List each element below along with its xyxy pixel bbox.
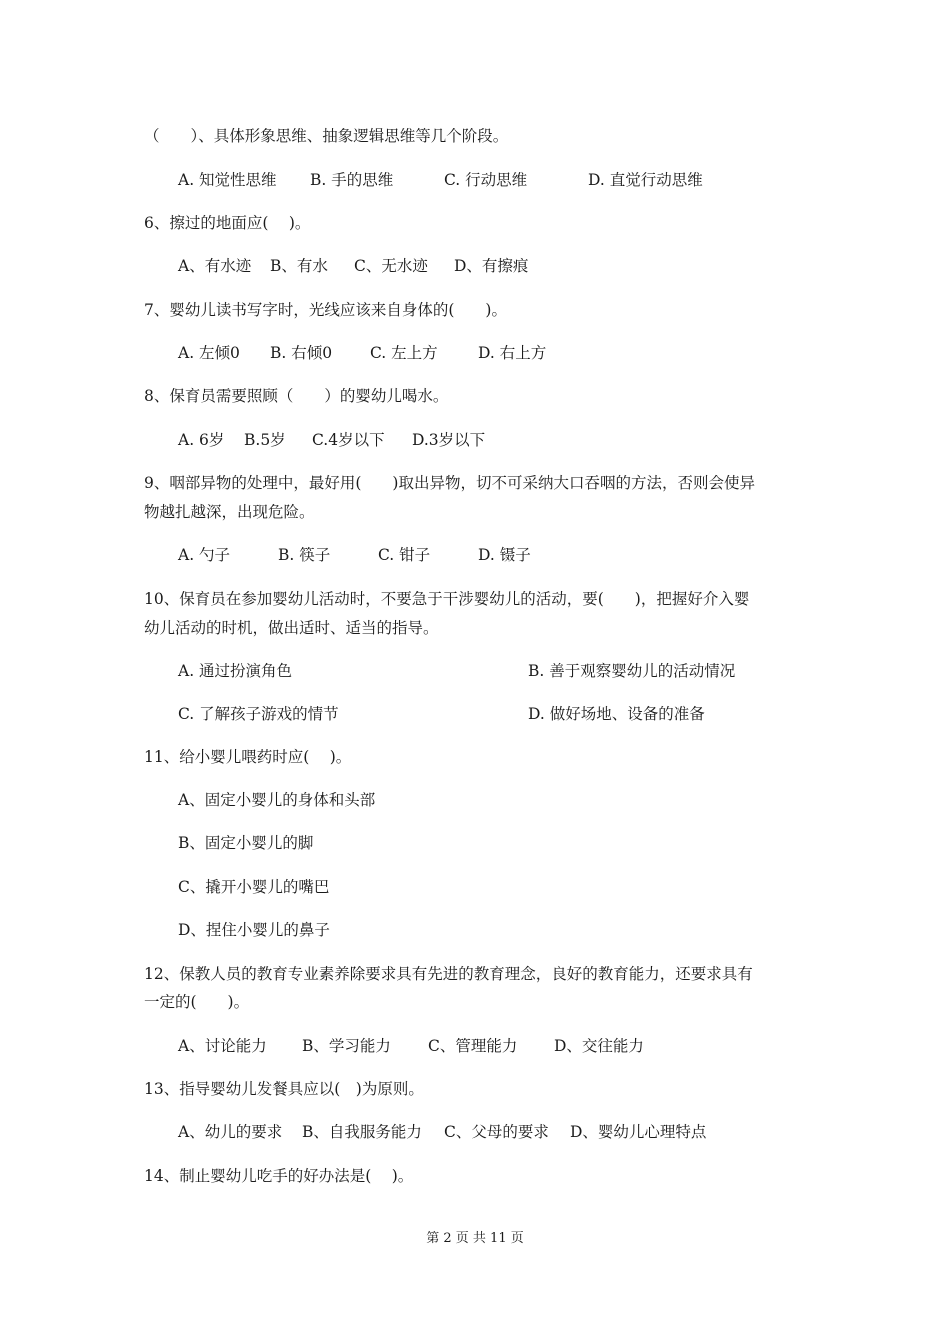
option-c: C. 行动思维 (444, 171, 528, 189)
option-d: D. 镊子 (478, 546, 531, 564)
option-c: C、无水迹 (354, 257, 428, 275)
question-9-stem-line-2: 物越扎越深，出现危险。 (144, 503, 315, 521)
option-c: C.4岁以下 (312, 431, 385, 449)
question-10-stem-line-2: 幼儿活动的时机，做出适时、适当的指导。 (144, 619, 439, 637)
option-a: A、讨论能力 (178, 1037, 267, 1055)
option-b: B. 右倾0 (270, 344, 333, 362)
option-a: A. 通过扮演角色 (178, 662, 293, 680)
question-14-stem: 14、制止婴幼儿吃手的好办法是( )。 (144, 1167, 414, 1185)
option-c: C. 了解孩子游戏的情节 (178, 705, 339, 723)
option-d: D. 右上方 (478, 344, 547, 362)
question-7-stem: 7、婴幼儿读书写字时，光线应该来自身体的( )。 (144, 301, 507, 319)
option-c: C. 钳子 (378, 546, 431, 564)
option-b: B. 筷子 (278, 546, 331, 564)
question-10-stem-line-1: 10、保育员在参加婴幼儿活动时，不要急于干涉婴幼儿的活动，要( )，把握好介入婴 (144, 590, 750, 608)
option-b: B.5岁 (244, 431, 286, 449)
option-d: D.3岁以下 (412, 431, 486, 449)
option-d: D. 直觉行动思维 (588, 171, 703, 189)
option-c: C. 左上方 (370, 344, 438, 362)
option-c: C、管理能力 (428, 1037, 518, 1055)
option-b: B、有水 (270, 257, 328, 275)
question-11-stem: 11、给小婴儿喂药时应( )。 (144, 748, 352, 766)
option-c: C、父母的要求 (444, 1123, 549, 1141)
question-9-stem-line-1: 9、咽部异物的处理中，最好用( )取出异物，切不可采纳大口吞咽的方法，否则会使异 (144, 474, 755, 492)
option-d: D、交往能力 (554, 1037, 644, 1055)
option-b: B、学习能力 (302, 1037, 391, 1055)
question-11-option-a: A、固定小婴儿的身体和头部 (178, 791, 376, 809)
question-11-option-d: D、捏住小婴儿的鼻子 (178, 921, 330, 939)
option-a: A. 左倾0 (178, 344, 240, 362)
option-a: A、有水迹 (178, 257, 252, 275)
question-11-option-b: B、固定小婴儿的脚 (178, 834, 314, 852)
option-b: B、自我服务能力 (302, 1123, 422, 1141)
option-a: A. 6岁 (178, 431, 225, 449)
option-d: D、婴幼儿心理特点 (570, 1123, 707, 1141)
page-footer: 第 2 页 共 11 页 (426, 1231, 524, 1246)
question-11-option-c: C、撬开小婴儿的嘴巴 (178, 878, 330, 896)
question-8-stem: 8、保育员需要照顾（ ）的婴幼儿喝水。 (144, 387, 449, 405)
question-5-stem: （ ）、具体形象思维、抽象逻辑思维等几个阶段。 (144, 127, 509, 145)
option-b: B. 手的思维 (310, 171, 394, 189)
option-a: A. 知觉性思维 (178, 171, 277, 189)
option-b: B. 善于观察婴幼儿的活动情况 (528, 662, 736, 680)
option-d: D. 做好场地、设备的准备 (528, 705, 705, 723)
question-6-stem: 6、擦过的地面应( )。 (144, 214, 311, 232)
question-12-stem-line-1: 12、保教人员的教育专业素养除要求具有先进的教育理念，良好的教育能力，还要求具有 (144, 965, 753, 983)
question-12-stem-line-2: 一定的( )。 (144, 993, 250, 1011)
question-13-stem: 13、指导婴幼儿发餐具应以( )为原则。 (144, 1080, 424, 1098)
option-d: D、有擦痕 (454, 257, 529, 275)
option-a: A、幼儿的要求 (178, 1123, 283, 1141)
option-a: A. 勺子 (178, 546, 231, 564)
